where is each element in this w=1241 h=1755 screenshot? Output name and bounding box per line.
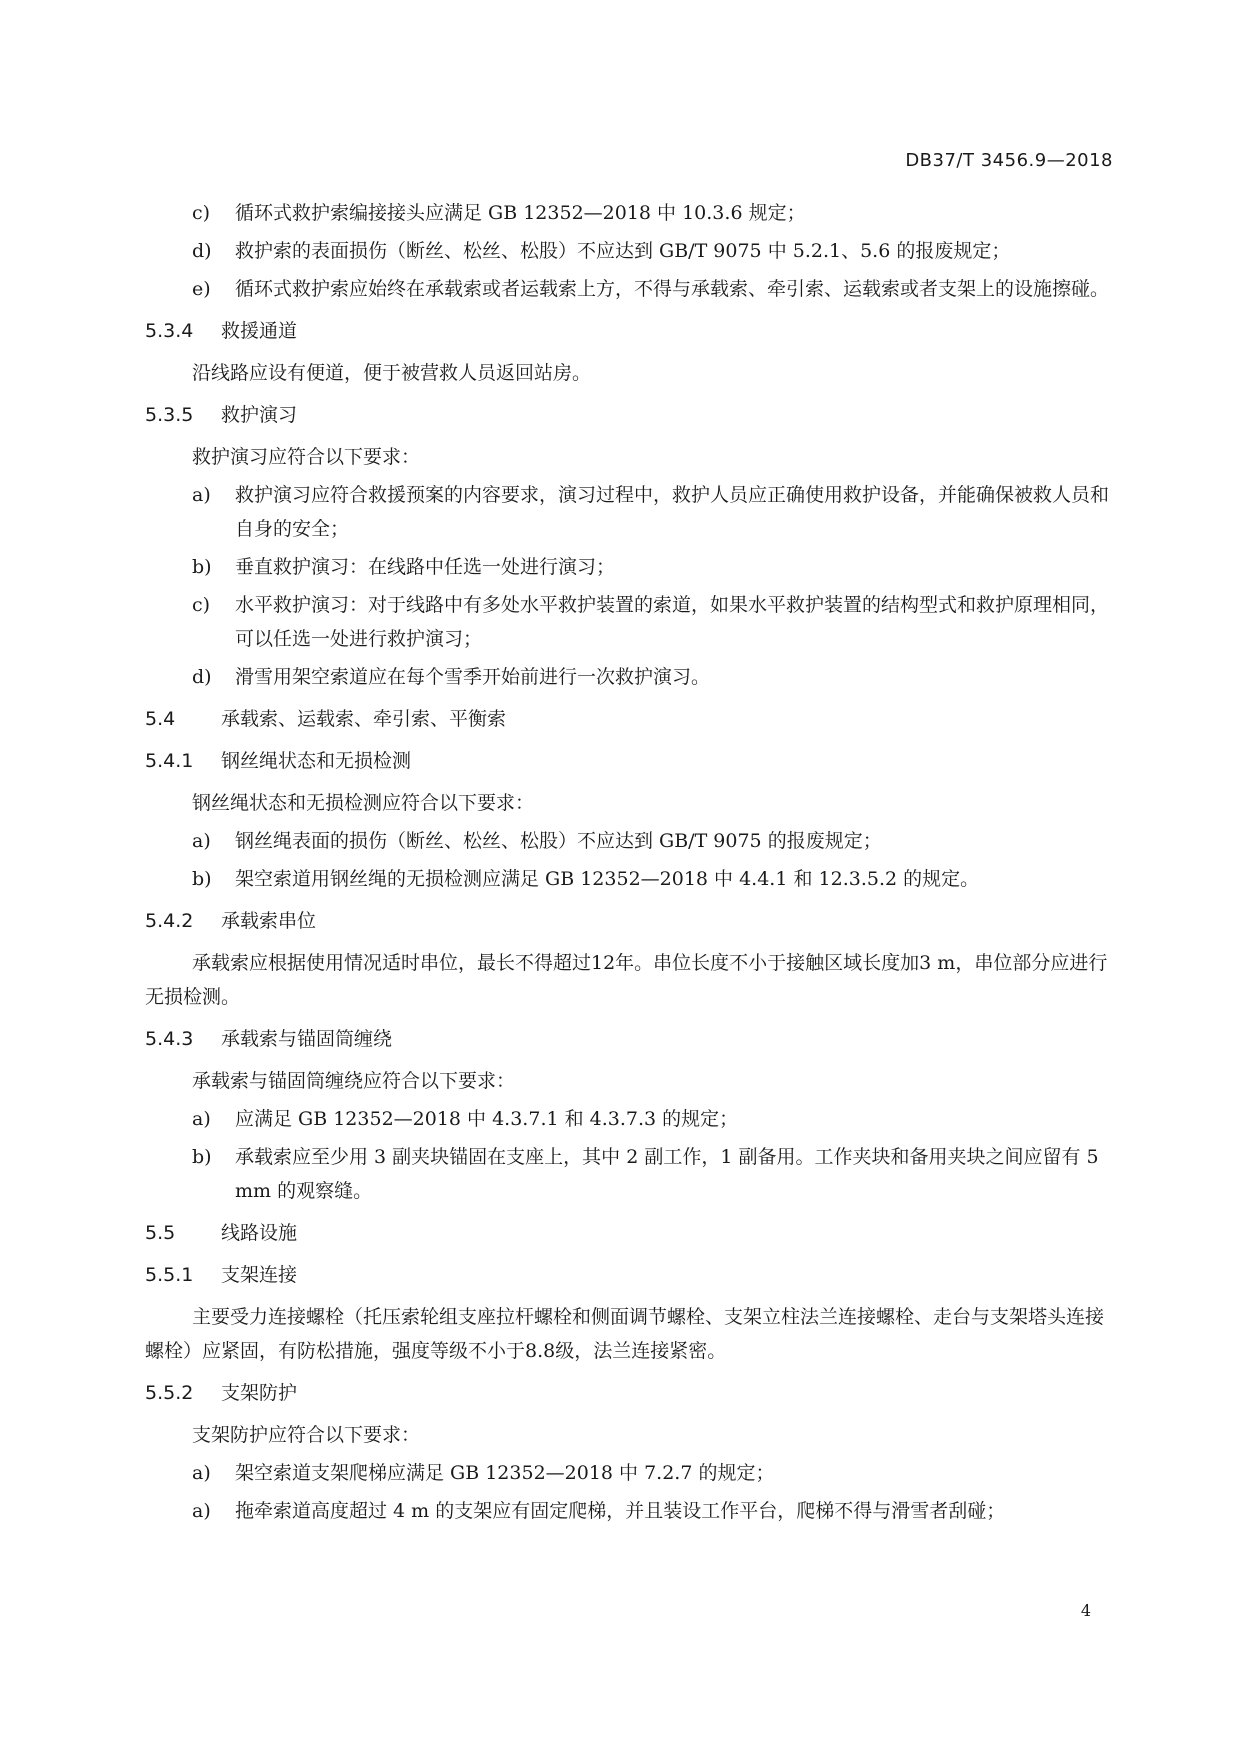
list-item-text: 钢丝绳表面的损伤（断丝、松丝、松股）不应达到 GB/T 9075 的报废规定； [235, 830, 882, 852]
list-item-marker: b) [192, 556, 212, 578]
section-title: 救援通道 [221, 320, 298, 342]
document-body [145, 196, 1111, 1532]
list-item-marker: a) [192, 484, 211, 506]
section-heading [145, 702, 1111, 736]
list-item-text: 水平救护演习：对于线路中有多处水平救护装置的索道，如果水平救护装置的结构型式和救护原理相同，可以任选一处进行救护演习； [235, 594, 1110, 650]
section-number: 5.4.1 [145, 750, 194, 772]
list-item-text: 滑雪用架空索道应在每个雪季开始前进行一次救护演习。 [235, 666, 711, 688]
list-item-marker: c) [192, 202, 211, 224]
section-heading [145, 1258, 1111, 1292]
section-number: 5.4.3 [145, 1028, 194, 1050]
section-heading [145, 398, 1111, 432]
list-item-marker: c) [192, 594, 211, 616]
list-item-marker: e) [192, 278, 211, 300]
list-item [145, 1456, 1111, 1490]
section-title: 救护演习 [221, 404, 298, 426]
paragraph: 支架防护应符合以下要求： [192, 1424, 421, 1446]
list-item [145, 234, 1111, 268]
section-title: 支架连接 [221, 1264, 298, 1286]
list-item [145, 862, 1111, 896]
section-heading [145, 1022, 1111, 1056]
list-item-text: 救护索的表面损伤（断丝、松丝、松股）不应达到 GB/T 9075 中 5.2.1、5.6 的报废规定； [235, 240, 1011, 262]
list-item [145, 588, 1111, 656]
section-title: 承载索、运载索、牵引索、平衡索 [221, 708, 507, 730]
list-item-text: 循环式救护索应始终在承载索或者运载索上方，不得与承载索、牵引索、运载索或者支架上的设施擦碰。 [235, 278, 1110, 300]
list-item [145, 1494, 1111, 1528]
list-item-marker: a) [192, 1108, 211, 1130]
section-number: 5.4.2 [145, 910, 194, 932]
list-item-marker: b) [192, 1146, 212, 1168]
paragraph: 承载索应根据使用情况适时串位，最长不得超过12年。串位长度不小于接触区域长度加3 m，串位部分应进行无损检测。 [145, 952, 1108, 1008]
document-code: DB37/T 3456.9—2018 [905, 150, 1113, 171]
section-title: 承载索与锚固筒缠绕 [221, 1028, 393, 1050]
section-heading [145, 904, 1111, 938]
page-number: 4 [1080, 1601, 1091, 1620]
list-item-text: 循环式救护索编接接头应满足 GB 12352—2018 中 10.3.6 规定； [235, 202, 806, 224]
section-heading [145, 314, 1111, 348]
section-number: 5.5 [145, 1222, 176, 1244]
section-number: 5.3.4 [145, 320, 194, 342]
list-item-text: 垂直救护演习：在线路中任选一处进行演习； [235, 556, 616, 578]
section-number: 5.5.1 [145, 1264, 194, 1286]
list-item [145, 196, 1111, 230]
list-item-marker: a) [192, 1500, 211, 1522]
list-item [145, 1102, 1111, 1136]
paragraph: 钢丝绳状态和无损检测应符合以下要求： [192, 792, 535, 814]
paragraph: 承载索与锚固筒缠绕应符合以下要求： [192, 1070, 516, 1092]
section-heading [145, 1216, 1111, 1250]
list-item-text: 架空索道支架爬梯应满足 GB 12352—2018 中 7.2.7 的规定； [235, 1462, 775, 1484]
list-item-text: 拖牵索道高度超过 4 m 的支架应有固定爬梯，并且装设工作平台，爬梯不得与滑雪者刮碰； [235, 1500, 1006, 1522]
list-item-marker: a) [192, 830, 211, 852]
list-item-text: 救护演习应符合救援预案的内容要求，演习过程中，救护人员应正确使用救护设备，并能确保被救人员和自身的安全； [235, 484, 1110, 540]
list-item-marker: d) [192, 240, 212, 262]
section-title: 钢丝绳状态和无损检测 [221, 750, 412, 772]
list-item-text: 承载索应至少用 3 副夹块锚固在支座上，其中 2 副工作，1 副备用。工作夹块和备用夹块之间应留有 5 mm 的观察缝。 [235, 1146, 1099, 1202]
list-item [145, 660, 1111, 694]
list-item [145, 478, 1111, 546]
list-item-marker: b) [192, 868, 212, 890]
list-item [145, 824, 1111, 858]
list-item-text: 应满足 GB 12352—2018 中 4.3.7.1 和 4.3.7.3 的规定； [235, 1108, 739, 1130]
section-number: 5.4 [145, 708, 176, 730]
paragraph: 救护演习应符合以下要求： [192, 446, 421, 468]
section-heading [145, 744, 1111, 778]
section-title: 支架防护 [221, 1382, 298, 1404]
list-item-marker: d) [192, 666, 212, 688]
paragraph: 主要受力连接螺栓（托压索轮组支座拉杆螺栓和侧面调节螺栓、支架立柱法兰连接螺栓、走台与支架塔头连接螺栓）应紧固，有防松措施，强度等级不小于8.8级，法兰连接紧密。 [145, 1306, 1105, 1362]
section-number: 5.3.5 [145, 404, 194, 426]
section-number: 5.5.2 [145, 1382, 194, 1404]
list-item [145, 550, 1111, 584]
section-heading [145, 1376, 1111, 1410]
section-title: 承载索串位 [221, 910, 317, 932]
paragraph: 沿线路应设有便道，便于被营救人员返回站房。 [192, 362, 592, 384]
list-item-text: 架空索道用钢丝绳的无损检测应满足 GB 12352—2018 中 4.4.1 和 12.3.5.2 的规定。 [235, 868, 980, 890]
list-item [145, 272, 1111, 306]
section-title: 线路设施 [221, 1222, 298, 1244]
list-item-marker: a) [192, 1462, 211, 1484]
list-item [145, 1140, 1111, 1208]
